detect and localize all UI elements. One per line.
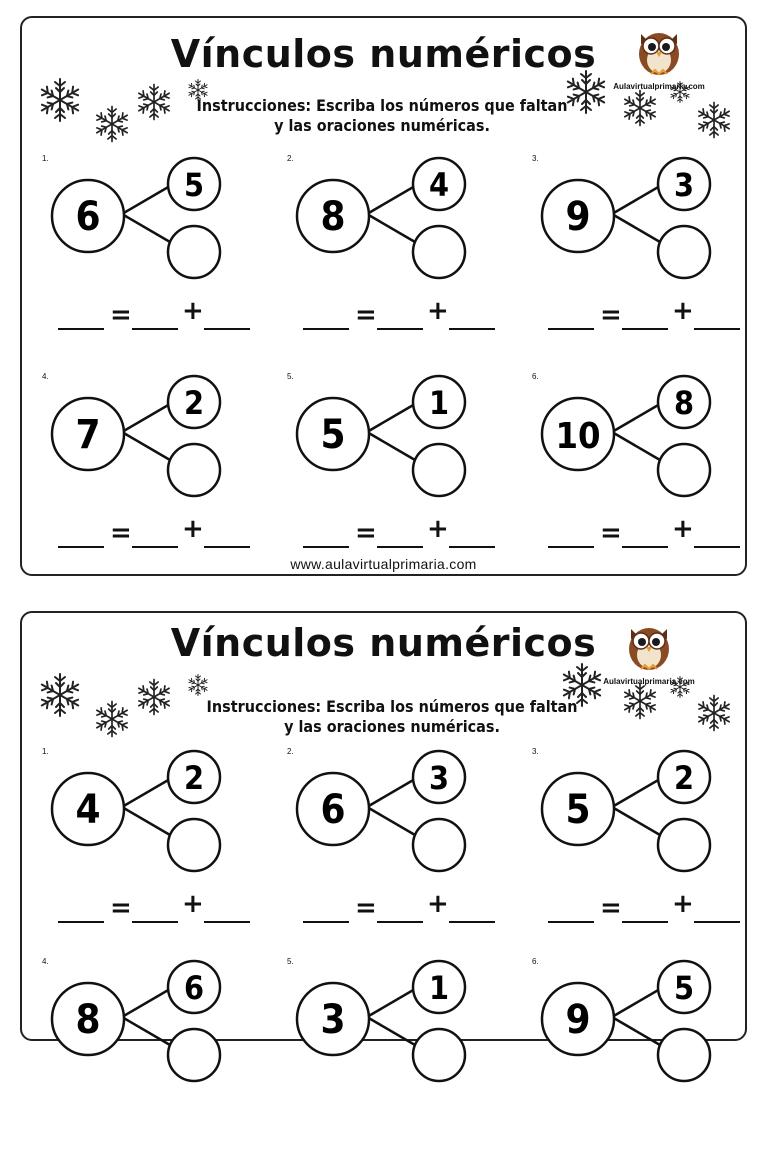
brand-text: Aulavirtualprimaria.com xyxy=(603,677,695,686)
number-bond-problem xyxy=(277,957,497,1157)
number-sentence xyxy=(58,887,258,927)
number-bond-diagram xyxy=(32,957,252,1087)
part-value: 3 xyxy=(428,759,450,797)
number-bond-diagram xyxy=(32,747,252,877)
snowflake-icon xyxy=(694,100,734,140)
answer-blank[interactable] xyxy=(694,546,740,548)
plus-sign: + xyxy=(182,296,204,326)
answer-blank[interactable] xyxy=(449,546,495,548)
equals-sign: = xyxy=(600,518,622,548)
snowflake-icon xyxy=(694,693,734,733)
brand-logo xyxy=(609,22,709,91)
answer-blank[interactable] xyxy=(694,328,740,330)
number-bond-diagram xyxy=(522,957,742,1087)
answer-blank[interactable] xyxy=(204,328,250,330)
snowflake-icon xyxy=(562,68,610,116)
problem-number: 4. xyxy=(42,957,49,966)
answer-blank[interactable] xyxy=(548,328,594,330)
instructions-line-2: y las oraciones numéricas. xyxy=(274,116,490,135)
part-circle-missing[interactable] xyxy=(658,226,710,278)
number-sentence xyxy=(548,512,748,552)
part-value: 3 xyxy=(673,166,695,204)
answer-blank[interactable] xyxy=(132,546,178,548)
problem-number: 6. xyxy=(532,372,539,381)
problem-number: 1. xyxy=(42,747,49,756)
problem-number: 5. xyxy=(287,372,294,381)
whole-value: 4 xyxy=(75,787,101,833)
plus-sign: + xyxy=(427,514,449,544)
brand-text: Aulavirtualprimaria.com xyxy=(613,82,705,91)
whole-value: 3 xyxy=(320,997,346,1043)
footer-url[interactable]: www.aulavirtualprimaria.com xyxy=(290,556,477,572)
plus-sign: + xyxy=(427,889,449,919)
answer-blank[interactable] xyxy=(204,546,250,548)
equals-sign: = xyxy=(600,893,622,923)
snowflake-icon xyxy=(620,681,660,721)
plus-sign: + xyxy=(672,889,694,919)
answer-blank[interactable] xyxy=(548,921,594,923)
page-title: Vínculos numéricos xyxy=(170,621,597,665)
number-bond-diagram xyxy=(32,154,252,284)
snowflake-icon xyxy=(134,82,174,122)
number-sentence xyxy=(548,887,748,927)
part-value: 6 xyxy=(183,969,205,1007)
whole-value: 10 xyxy=(555,416,601,457)
answer-blank[interactable] xyxy=(132,921,178,923)
answer-blank[interactable] xyxy=(132,328,178,330)
number-bond-diagram xyxy=(32,372,252,502)
whole-value: 6 xyxy=(75,194,101,240)
whole-value: 8 xyxy=(320,194,346,240)
part-circle-missing[interactable] xyxy=(658,1029,710,1081)
part-value: 5 xyxy=(183,166,205,204)
problem-number: 6. xyxy=(532,957,539,966)
part-circle-missing[interactable] xyxy=(413,819,465,871)
answer-blank[interactable] xyxy=(303,546,349,548)
answer-blank[interactable] xyxy=(58,546,104,548)
number-bond-problem xyxy=(32,957,252,1157)
part-circle-missing[interactable] xyxy=(168,226,220,278)
answer-blank[interactable] xyxy=(204,921,250,923)
part-circle-missing[interactable] xyxy=(168,1029,220,1081)
answer-blank[interactable] xyxy=(622,921,668,923)
snowflake-icon xyxy=(92,699,132,739)
plus-sign: + xyxy=(182,889,204,919)
part-circle-missing[interactable] xyxy=(168,444,220,496)
owl-logo-icon xyxy=(621,617,677,673)
number-sentence xyxy=(303,294,503,334)
number-bond-diagram xyxy=(522,372,742,502)
plus-sign: + xyxy=(427,296,449,326)
answer-blank[interactable] xyxy=(377,546,423,548)
part-circle-missing[interactable] xyxy=(658,819,710,871)
number-sentence xyxy=(303,512,503,552)
number-sentence xyxy=(303,887,503,927)
answer-blank[interactable] xyxy=(449,921,495,923)
worksheet-sheet-1 xyxy=(20,16,747,576)
snowflake-icon xyxy=(92,104,132,144)
number-bond-problem xyxy=(522,372,742,572)
part-circle-missing[interactable] xyxy=(413,1029,465,1081)
answer-blank[interactable] xyxy=(303,328,349,330)
whole-value: 6 xyxy=(320,787,346,833)
answer-blank[interactable] xyxy=(622,546,668,548)
whole-value: 8 xyxy=(75,997,101,1043)
snowflake-icon xyxy=(36,76,84,124)
number-bond-problem xyxy=(277,154,497,354)
answer-blank[interactable] xyxy=(58,921,104,923)
number-bond-diagram xyxy=(277,957,497,1087)
part-value: 8 xyxy=(673,384,695,422)
number-bond-diagram xyxy=(277,372,497,502)
snowflake-icon xyxy=(134,677,174,717)
part-circle-missing[interactable] xyxy=(413,444,465,496)
instructions-line-1: Instrucciones: Escriba los números que faltan xyxy=(206,697,578,716)
equals-sign: = xyxy=(600,300,622,330)
plus-sign: + xyxy=(182,514,204,544)
number-bond-problem xyxy=(277,747,497,947)
answer-blank[interactable] xyxy=(303,921,349,923)
snowflake-icon xyxy=(668,675,692,699)
owl-logo-icon xyxy=(631,22,687,78)
number-bond-problem xyxy=(32,372,252,572)
part-circle-missing[interactable] xyxy=(658,444,710,496)
whole-value: 5 xyxy=(565,787,591,833)
answer-blank[interactable] xyxy=(377,921,423,923)
page-title: Vínculos numéricos xyxy=(170,32,597,76)
part-value: 1 xyxy=(428,969,450,1007)
equals-sign: = xyxy=(355,518,377,548)
plus-sign: + xyxy=(672,514,694,544)
problem-number: 2. xyxy=(287,747,294,756)
number-bond-problem xyxy=(522,747,742,947)
part-circle-missing[interactable] xyxy=(168,819,220,871)
part-value: 4 xyxy=(428,166,450,204)
instructions xyxy=(172,96,592,136)
equals-sign: = xyxy=(110,893,132,923)
part-value: 2 xyxy=(183,759,205,797)
part-value: 5 xyxy=(673,969,695,1007)
number-bond-diagram xyxy=(522,154,742,284)
problem-number: 1. xyxy=(42,154,49,163)
number-bond-diagram xyxy=(277,154,497,284)
number-bond-problem xyxy=(522,957,742,1157)
number-bond-problem xyxy=(32,154,252,354)
problem-number: 5. xyxy=(287,957,294,966)
problem-number: 4. xyxy=(42,372,49,381)
snowflake-icon xyxy=(668,80,692,104)
snowflake-icon xyxy=(558,661,606,709)
whole-value: 7 xyxy=(75,412,101,458)
number-bond-diagram xyxy=(522,747,742,877)
snowflake-icon xyxy=(620,88,660,128)
equals-sign: = xyxy=(355,893,377,923)
instructions xyxy=(182,697,602,737)
number-sentence xyxy=(58,294,258,334)
number-bond-diagram xyxy=(277,747,497,877)
answer-blank[interactable] xyxy=(694,921,740,923)
part-value: 1 xyxy=(428,384,450,422)
answer-blank[interactable] xyxy=(449,328,495,330)
equals-sign: = xyxy=(110,300,132,330)
part-circle-missing[interactable] xyxy=(413,226,465,278)
instructions-line-1: Instrucciones: Escriba los números que faltan xyxy=(196,96,568,115)
snowflake-icon xyxy=(186,78,210,102)
problem-number: 2. xyxy=(287,154,294,163)
snowflake-icon xyxy=(36,671,84,719)
whole-value: 9 xyxy=(565,194,591,240)
number-bond-problem xyxy=(277,372,497,572)
number-sentence xyxy=(58,512,258,552)
snowflake-icon xyxy=(186,673,210,697)
equals-sign: = xyxy=(110,518,132,548)
answer-blank[interactable] xyxy=(548,546,594,548)
part-value: 2 xyxy=(673,759,695,797)
number-sentence xyxy=(548,294,748,334)
plus-sign: + xyxy=(672,296,694,326)
answer-blank[interactable] xyxy=(622,328,668,330)
worksheet-sheet-2 xyxy=(20,611,747,1041)
answer-blank[interactable] xyxy=(377,328,423,330)
equals-sign: = xyxy=(355,300,377,330)
problem-number: 3. xyxy=(532,154,539,163)
problem-number: 3. xyxy=(532,747,539,756)
whole-value: 5 xyxy=(320,412,346,458)
number-bond-problem xyxy=(32,747,252,947)
whole-value: 9 xyxy=(565,997,591,1043)
number-bond-problem xyxy=(522,154,742,354)
instructions-line-2: y las oraciones numéricas. xyxy=(284,717,500,736)
answer-blank[interactable] xyxy=(58,328,104,330)
part-value: 2 xyxy=(183,384,205,422)
